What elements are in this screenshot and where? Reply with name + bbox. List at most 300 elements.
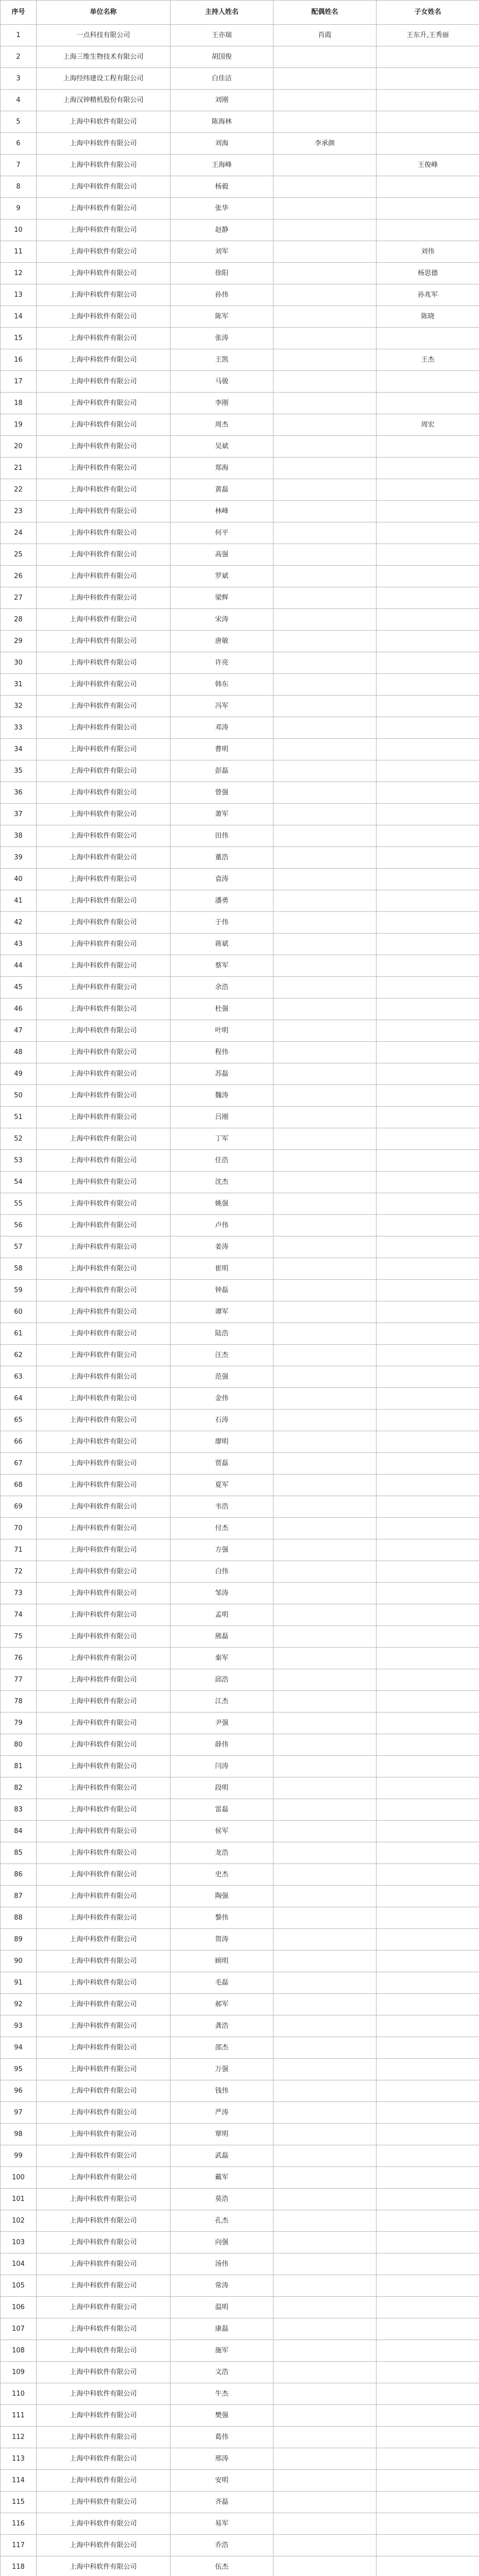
host-name: 潘勇 — [170, 890, 273, 912]
children-name — [377, 1886, 479, 1907]
host-name: 毛磊 — [170, 1972, 273, 1994]
table-row — [1, 1258, 479, 1280]
spouse-name — [273, 522, 377, 544]
children-name — [377, 219, 479, 241]
unit-name: 上海中科软件有限公司 — [37, 2318, 170, 2340]
unit-name: 上海中科软件有限公司 — [37, 2015, 170, 2037]
spouse-name — [273, 544, 377, 566]
spouse-name — [273, 263, 377, 284]
children-name — [377, 1713, 479, 1734]
row-index: 78 — [1, 1691, 37, 1713]
children-name — [377, 2210, 479, 2232]
spouse-name — [273, 1107, 377, 1128]
spouse-name — [273, 1388, 377, 1410]
host-name: 莫浩 — [170, 2189, 273, 2210]
row-index: 46 — [1, 998, 37, 1020]
host-name: 汪杰 — [170, 1345, 273, 1366]
table-row — [1, 1388, 479, 1410]
row-index: 94 — [1, 2037, 37, 2059]
table-row — [1, 1604, 479, 1626]
table-row — [1, 998, 479, 1020]
table-row — [1, 2037, 479, 2059]
host-name: 秦军 — [170, 1648, 273, 1669]
unit-name: 上海中科软件有限公司 — [37, 2275, 170, 2297]
row-index: 34 — [1, 739, 37, 760]
unit-name: 上海中科软件有限公司 — [37, 782, 170, 804]
row-index: 21 — [1, 457, 37, 479]
children-name — [377, 2015, 479, 2037]
row-index: 38 — [1, 825, 37, 847]
table-row — [1, 1561, 479, 1583]
host-name: 徐阳 — [170, 263, 273, 284]
spouse-name — [273, 1063, 377, 1085]
spouse-name — [273, 2015, 377, 2037]
table-row — [1, 1193, 479, 1215]
unit-name: 上海中科软件有限公司 — [37, 652, 170, 674]
unit-name: 上海中科软件有限公司 — [37, 479, 170, 501]
table-row — [1, 739, 479, 760]
table-row — [1, 1063, 479, 1085]
table-header — [1, 1, 479, 25]
host-name: 戴军 — [170, 2167, 273, 2189]
spouse-name — [273, 241, 377, 263]
row-index: 6 — [1, 133, 37, 155]
table-row — [1, 457, 479, 479]
host-name: 彭磊 — [170, 760, 273, 782]
row-index: 3 — [1, 68, 37, 90]
children-name — [377, 2448, 479, 2470]
host-name: 史杰 — [170, 1864, 273, 1886]
unit-name: 上海中科软件有限公司 — [37, 2556, 170, 2576]
children-name — [377, 1734, 479, 1756]
row-index: 100 — [1, 2167, 37, 2189]
spouse-name — [273, 328, 377, 349]
unit-name: 上海中科软件有限公司 — [37, 1756, 170, 1777]
table-row — [1, 760, 479, 782]
host-name: 曹明 — [170, 739, 273, 760]
unit-name: 上海中科软件有限公司 — [37, 912, 170, 934]
row-index: 60 — [1, 1301, 37, 1323]
row-index: 96 — [1, 2080, 37, 2102]
row-index: 5 — [1, 111, 37, 133]
table-row — [1, 46, 479, 68]
table-row — [1, 1518, 479, 1539]
children-name — [377, 1410, 479, 1431]
spouse-name — [273, 1972, 377, 1994]
row-index: 57 — [1, 1236, 37, 1258]
row-index: 104 — [1, 2253, 37, 2275]
row-index: 80 — [1, 1734, 37, 1756]
table-row — [1, 2448, 479, 2470]
table-row — [1, 1410, 479, 1431]
row-index: 67 — [1, 1453, 37, 1475]
host-name: 钱伟 — [170, 2080, 273, 2102]
row-index: 115 — [1, 2492, 37, 2513]
row-index: 55 — [1, 1193, 37, 1215]
children-name — [377, 782, 479, 804]
unit-name: 上海中科软件有限公司 — [37, 631, 170, 652]
host-name: 严涛 — [170, 2102, 273, 2124]
spouse-name — [273, 2253, 377, 2275]
row-index: 88 — [1, 1907, 37, 1929]
host-name: 闫涛 — [170, 1756, 273, 1777]
host-name: 王亦瑞 — [170, 25, 273, 46]
unit-name: 上海中科软件有限公司 — [37, 198, 170, 219]
row-index: 24 — [1, 522, 37, 544]
children-name — [377, 2297, 479, 2318]
unit-name: 上海中科软件有限公司 — [37, 1713, 170, 1734]
row-index: 4 — [1, 90, 37, 111]
table-row — [1, 1886, 479, 1907]
children-name — [377, 869, 479, 890]
table-row — [1, 1842, 479, 1864]
children-name — [377, 674, 479, 696]
spouse-name — [273, 2448, 377, 2470]
spouse-name — [273, 111, 377, 133]
host-name: 向强 — [170, 2232, 273, 2253]
children-name — [377, 1280, 479, 1301]
unit-name: 上海中科软件有限公司 — [37, 2513, 170, 2535]
children-name — [377, 652, 479, 674]
host-name: 蒋斌 — [170, 934, 273, 955]
children-name — [377, 1431, 479, 1453]
unit-name: 上海中科软件有限公司 — [37, 804, 170, 825]
table-row — [1, 1107, 479, 1128]
host-name: 梁辉 — [170, 587, 273, 609]
table-row — [1, 328, 479, 349]
unit-name: 上海中科软件有限公司 — [37, 349, 170, 371]
row-index: 2 — [1, 46, 37, 68]
host-name: 康磊 — [170, 2318, 273, 2340]
spouse-name — [273, 1366, 377, 1388]
unit-name: 上海中科软件有限公司 — [37, 1626, 170, 1648]
spouse-name — [273, 2232, 377, 2253]
unit-name: 上海中科软件有限公司 — [37, 284, 170, 306]
host-name: 崔明 — [170, 1258, 273, 1280]
spouse-name — [273, 1842, 377, 1864]
children-name: 杨思德 — [377, 263, 479, 284]
children-name — [377, 1345, 479, 1366]
children-name: 周宏 — [377, 414, 479, 436]
spouse-name — [273, 2145, 377, 2167]
unit-name: 上海中科软件有限公司 — [37, 2080, 170, 2102]
host-name: 余浩 — [170, 977, 273, 998]
table-row — [1, 68, 479, 90]
host-name: 张涛 — [170, 328, 273, 349]
children-name — [377, 1842, 479, 1864]
unit-name: 上海中科软件有限公司 — [37, 1886, 170, 1907]
row-index: 105 — [1, 2275, 37, 2297]
children-name — [377, 68, 479, 90]
unit-name: 上海中科软件有限公司 — [37, 241, 170, 263]
children-name — [377, 501, 479, 522]
row-index: 99 — [1, 2145, 37, 2167]
unit-name: 上海中科软件有限公司 — [37, 2470, 170, 2492]
spouse-name — [273, 1713, 377, 1734]
spouse-name — [273, 674, 377, 696]
table-row — [1, 241, 479, 263]
children-name — [377, 2037, 479, 2059]
unit-name: 上海中科软件有限公司 — [37, 1994, 170, 2015]
spouse-name — [273, 2102, 377, 2124]
unit-name: 上海中科软件有限公司 — [37, 2102, 170, 2124]
host-name: 魏涛 — [170, 1085, 273, 1107]
children-name — [377, 90, 479, 111]
children-name: 王东升,王秀丽 — [377, 25, 479, 46]
table-row — [1, 2535, 479, 2556]
table-row — [1, 1431, 479, 1453]
row-index: 79 — [1, 1713, 37, 1734]
children-name — [377, 1583, 479, 1604]
table-row — [1, 1323, 479, 1345]
children-name — [377, 1150, 479, 1172]
row-index: 112 — [1, 2427, 37, 2448]
host-name: 叶明 — [170, 1020, 273, 1042]
row-index: 89 — [1, 1929, 37, 1951]
spouse-name — [273, 1258, 377, 1280]
unit-name: 上海中科软件有限公司 — [37, 2297, 170, 2318]
row-index: 111 — [1, 2405, 37, 2427]
spouse-name — [273, 436, 377, 457]
table-row — [1, 393, 479, 414]
row-index: 61 — [1, 1323, 37, 1345]
unit-name: 上海中科软件有限公司 — [37, 998, 170, 1020]
spouse-name — [273, 652, 377, 674]
host-name: 覃明 — [170, 2124, 273, 2145]
unit-name: 上海中科软件有限公司 — [37, 1410, 170, 1431]
table-row — [1, 2362, 479, 2383]
table-row — [1, 1150, 479, 1172]
table-row — [1, 825, 479, 847]
row-index: 113 — [1, 2448, 37, 2470]
unit-name: 上海中科软件有限公司 — [37, 1604, 170, 1626]
children-name — [377, 1994, 479, 2015]
children-name — [377, 393, 479, 414]
spouse-name — [273, 306, 377, 328]
children-name — [377, 1929, 479, 1951]
row-index: 31 — [1, 674, 37, 696]
spouse-name — [273, 1280, 377, 1301]
spouse-name — [273, 782, 377, 804]
spouse-name: 李承颜 — [273, 133, 377, 155]
table-row — [1, 436, 479, 457]
table-row — [1, 284, 479, 306]
unit-name: 上海中科软件有限公司 — [37, 566, 170, 587]
host-name: 贺涛 — [170, 1929, 273, 1951]
host-name: 文浩 — [170, 2362, 273, 2383]
host-name: 段明 — [170, 1777, 273, 1799]
children-name — [377, 2102, 479, 2124]
row-index: 13 — [1, 284, 37, 306]
table-row — [1, 1972, 479, 1994]
spouse-name — [273, 825, 377, 847]
table-row — [1, 2167, 479, 2189]
table-row — [1, 306, 479, 328]
spouse-name — [273, 1128, 377, 1150]
children-name — [377, 2556, 479, 2576]
row-index: 22 — [1, 479, 37, 501]
unit-name: 上海中科软件有限公司 — [37, 587, 170, 609]
table-row — [1, 2275, 479, 2297]
spouse-name — [273, 1561, 377, 1583]
table-row — [1, 869, 479, 890]
spouse-name — [273, 2405, 377, 2427]
host-name: 郑海 — [170, 457, 273, 479]
table-row — [1, 2145, 479, 2167]
children-name — [377, 1496, 479, 1518]
spouse-name — [273, 1691, 377, 1713]
spouse-name — [273, 393, 377, 414]
unit-name: 上海汉钟精机股份有限公司 — [37, 90, 170, 111]
spouse-name — [273, 2427, 377, 2448]
unit-name: 上海中科软件有限公司 — [37, 522, 170, 544]
children-name — [377, 1323, 479, 1345]
spouse-name — [273, 1886, 377, 1907]
row-index: 16 — [1, 349, 37, 371]
children-name — [377, 804, 479, 825]
row-index: 12 — [1, 263, 37, 284]
host-name: 邢涛 — [170, 2448, 273, 2470]
table-row — [1, 1280, 479, 1301]
spouse-name — [273, 566, 377, 587]
host-name: 熊磊 — [170, 1626, 273, 1648]
spouse-name — [273, 998, 377, 1020]
children-name — [377, 1063, 479, 1085]
children-name — [377, 2513, 479, 2535]
unit-name: 上海中科软件有限公司 — [37, 1539, 170, 1561]
children-name — [377, 1972, 479, 1994]
children-name — [377, 934, 479, 955]
table-row — [1, 2405, 479, 2427]
spouse-name — [273, 1821, 377, 1842]
children-name: 孙兆军 — [377, 284, 479, 306]
host-name: 李刚 — [170, 393, 273, 414]
row-index: 98 — [1, 2124, 37, 2145]
row-index: 103 — [1, 2232, 37, 2253]
spouse-name — [273, 155, 377, 176]
children-name — [377, 1907, 479, 1929]
spouse-name — [273, 501, 377, 522]
children-name — [377, 2470, 479, 2492]
spouse-name — [273, 1431, 377, 1453]
host-name: 付杰 — [170, 1518, 273, 1539]
children-name — [377, 696, 479, 717]
unit-name: 上海中科软件有限公司 — [37, 2059, 170, 2080]
unit-name: 上海中科软件有限公司 — [37, 955, 170, 977]
row-index: 117 — [1, 2535, 37, 2556]
spouse-name — [273, 1453, 377, 1475]
children-name — [377, 1020, 479, 1042]
unit-name: 上海中科软件有限公司 — [37, 1366, 170, 1388]
spouse-name — [273, 2383, 377, 2405]
row-index: 92 — [1, 1994, 37, 2015]
table-row — [1, 2232, 479, 2253]
spouse-name — [273, 977, 377, 998]
row-index: 18 — [1, 393, 37, 414]
row-index: 76 — [1, 1648, 37, 1669]
unit-name: 上海中科软件有限公司 — [37, 2189, 170, 2210]
host-name: 汤伟 — [170, 2253, 273, 2275]
table-row — [1, 1020, 479, 1042]
children-name — [377, 2275, 479, 2297]
host-name: 乔浩 — [170, 2535, 273, 2556]
unit-name: 上海中科软件有限公司 — [37, 1388, 170, 1410]
unit-name: 上海中科软件有限公司 — [37, 306, 170, 328]
table-row — [1, 566, 479, 587]
host-name: 邱浩 — [170, 1669, 273, 1691]
table-row — [1, 133, 479, 155]
host-name: 伍杰 — [170, 2556, 273, 2576]
unit-name: 上海中科软件有限公司 — [37, 869, 170, 890]
children-name — [377, 1172, 479, 1193]
host-name: 于伟 — [170, 912, 273, 934]
unit-name: 上海中科软件有限公司 — [37, 1972, 170, 1994]
children-name — [377, 2189, 479, 2210]
unit-name: 上海中科软件有限公司 — [37, 2405, 170, 2427]
unit-name: 上海中科软件有限公司 — [37, 2448, 170, 2470]
spouse-name — [273, 1539, 377, 1561]
row-index: 118 — [1, 2556, 37, 2576]
children-name — [377, 46, 479, 68]
table-row — [1, 1713, 479, 1734]
children-name — [377, 609, 479, 631]
row-index: 11 — [1, 241, 37, 263]
unit-name: 上海中科软件有限公司 — [37, 1907, 170, 1929]
host-name: 孙伟 — [170, 284, 273, 306]
children-name — [377, 977, 479, 998]
row-index: 116 — [1, 2513, 37, 2535]
children-name — [377, 1388, 479, 1410]
unit-name: 上海中科软件有限公司 — [37, 1951, 170, 1972]
host-name: 田伟 — [170, 825, 273, 847]
table-row — [1, 219, 479, 241]
spouse-name — [273, 176, 377, 198]
spouse-name — [273, 284, 377, 306]
children-name — [377, 1756, 479, 1777]
host-name: 韩东 — [170, 674, 273, 696]
row-index: 109 — [1, 2362, 37, 2383]
row-index: 50 — [1, 1085, 37, 1107]
row-index: 48 — [1, 1042, 37, 1063]
row-index: 39 — [1, 847, 37, 869]
unit-name: 一点科技有限公司 — [37, 25, 170, 46]
host-name: 张华 — [170, 198, 273, 219]
spouse-name — [273, 2340, 377, 2362]
host-name: 王海峰 — [170, 155, 273, 176]
children-name — [377, 847, 479, 869]
table-row — [1, 717, 479, 739]
spouse-name — [273, 1215, 377, 1236]
unit-name: 上海中科软件有限公司 — [37, 1734, 170, 1756]
table-row — [1, 804, 479, 825]
table-row — [1, 2492, 479, 2513]
host-name: 胡国俊 — [170, 46, 273, 68]
table-row — [1, 934, 479, 955]
unit-name: 上海中科软件有限公司 — [37, 977, 170, 998]
row-index: 66 — [1, 1431, 37, 1453]
header-host-name: 主持人姓名 — [170, 1, 273, 25]
children-name — [377, 457, 479, 479]
host-name: 万强 — [170, 2059, 273, 2080]
host-name: 刘军 — [170, 241, 273, 263]
spouse-name — [273, 847, 377, 869]
host-name: 樊强 — [170, 2405, 273, 2427]
row-index: 72 — [1, 1561, 37, 1583]
table-row — [1, 155, 479, 176]
row-index: 7 — [1, 155, 37, 176]
table-row — [1, 2340, 479, 2362]
spouse-name — [273, 2059, 377, 2080]
